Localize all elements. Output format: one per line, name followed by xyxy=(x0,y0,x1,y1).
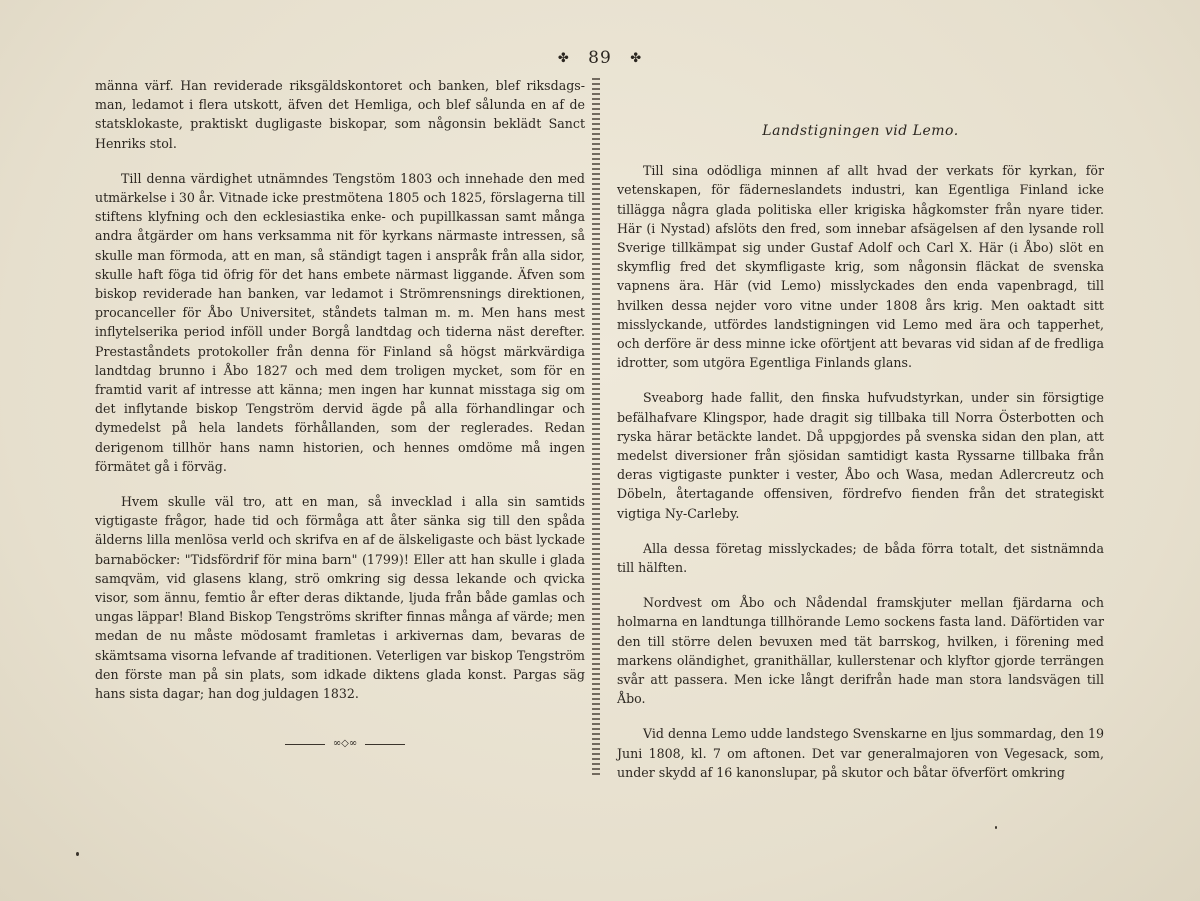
header-ornament-right-icon: ✤ xyxy=(630,51,643,66)
ink-speck xyxy=(76,852,79,856)
paragraph-2: Till denna värdighet utnämndes Tengstöm 1803 och innehade den med utmärkelse i 30 år. Vitnade icke prestmötena 1805 och 1825, förslagerna till stiftens klyfning och den ecklesiastika enke- och pupillkassan samt många andra åtgärder om hans verksamma nit för kyrkans närmaste intressen, så skulle man förmoda, att en man, så ständigt tagen i anspråk från alla sidor, skulle haft föga tid öfrig för det hans embete närmast liggande. Äfven som biskop reviderade han banken, var ledamot i Strömrensnings direktionen, procanceller för Åbo Universitet, ståndets talman m. m. Men hans mest inflytelserika period inföll under Borgå landtdag och tiderna näst derefter. Prestaståndets protokoller från denna för Finland så högst märkvärdiga landtdag brunno i Åbo 1827 och med dem troligen mycket, som för en framtid varit af intresse att känna; men ingen har kunnat misstaga sig om det inflytande biskop Tengström dervid ägde på alla förhandlingar och dymedelst på hela landets förhållanden, som der reglerades. Redan derigenom tillhör hans namn historien, och hennes omdöme må ingen förmätet gå i förväg. xyxy=(95,170,585,474)
page-header xyxy=(0,48,1200,68)
section-title: Landstigningen vid Lemo. xyxy=(762,123,959,139)
paragraph-8: Vid denna Lemo udde landstego Svenskarne en ljus sommardag, den 19 Juni 1808, kl. 7 om aftonen. Det var generalmajoren von Vegesack, som, under skydd af 16 kanonslupar, på skutor och båtar öfverfört omkring xyxy=(617,726,1104,780)
right-column xyxy=(617,122,1104,798)
paragraph-5: Sveaborg hade fallit, den finska hufvudstyrkan, under sin försigtige befälhafvare Klingspor, hade dragit sig tillbaka till Norra Österbotten och ryska härar betäckte landet. Då uppgjordes på svenska sidan den plan, att medelst diversioner från sjösidan samtidigt kasta Ryssarne tillbaka från deras vigtigaste punkter i vester, Åbo och Wasa, medan Adlercreutz och Döbeln, återtagande offensiven, fördrefvo fienden från det strategiskt vigtiga Ny-Carleby. xyxy=(617,390,1104,521)
column-divider xyxy=(592,78,600,778)
header-ornament-left-icon: ✤ xyxy=(557,51,570,66)
left-column xyxy=(95,76,585,719)
ink-speck xyxy=(995,826,997,829)
page-number: 89 xyxy=(588,48,612,68)
paragraph-3: Hvem skulle väl tro, att en man, så invecklad i alla sin samtids vigtigaste frågor, hade tid och förmåga att åter sänka sig till den spåda älderns lilla menlösa verld och skrifva en af de älskeligaste och bäst lyckade barnaböcker: "Tidsfördrif för mina barn" (1799)! Eller att han skulle i glada samqväm, vid glasens klang, strö omkring sig dessa lekande och qvicka visor, som ännu, femtio år efter deras diktande, ljuda från både gamlas och ungas läppar! Bland Biskop Tengströms skrifter finnas många af värde; men medan de nu måste mödosamt framletas i arkivernas dam, bevaras de skämtsama visorna lefvande af traditionen. Veterligen var biskop Tengström den förste man på sin plats, som idkade diktens glada konst. Pargas säg hans sista dagar; han dog juldagen 1832. xyxy=(95,494,585,702)
paragraph-1: männa värf. Han reviderade riksgäldskontoret och banken, blef riksdags-man, ledamot i flera utskott, äfven det Hemliga, och blef sålunda en af de statsklokaste, praktiskt dugligaste biskopar, som någonsin beklädt Sanct Henriks stol. xyxy=(95,78,585,151)
end-ornament-icon: ∞◇∞ xyxy=(332,738,358,749)
section-end-ornament xyxy=(285,738,405,750)
paragraph-6: Alla dessa företag misslyckades; de båda förra totalt, det sistnämnda till hälften. xyxy=(617,540,1104,576)
paragraph-7: Nordvest om Åbo och Nådendal framskjuter mellan fjärdarna och holmarna en landtunga tillhörande Lemo sockens fasta land. Däförtiden var den till större delen bevuxen med tät barrskog, hvilken, i förening med markens oländighet, granithällar, kullerstenar och klyftor gjorde terrängen svår att passera. Men icke långt derifrån hade man stora landsvägen till Åbo. xyxy=(617,595,1104,707)
paragraph-4: Till sina odödliga minnen af allt hvad der verkats för kyrkan, för vetenskapen, för fäderneslandets industri, kan Egentliga Finland icke tillägga några glada politiska eller krigiska hågkomster från nyare tider. Här (i Nystad) afslöts den fred, som innebar afsägelsen af den lysande roll Sverige tillkämpat sig under Gustaf Adolf och Carl X. Här (i Åbo) slöt en skymflig fred det skymfligaste krig, som någonsin fläckat de svenska vapnens ära. Här (vid Lemo) misslyckades den enda vapenbragd, till hvilken dessa nejder voro vitne under 1808 års krig. Men oaktadt sitt misslyckande, utfördes landstigningen vid Lemo med ära och tapperhet, och derföre är dess minne icke oförtjent att bevaras vid sidan af de fredliga idrotter, som utgöra Egentliga Finlands glans. xyxy=(617,163,1104,371)
